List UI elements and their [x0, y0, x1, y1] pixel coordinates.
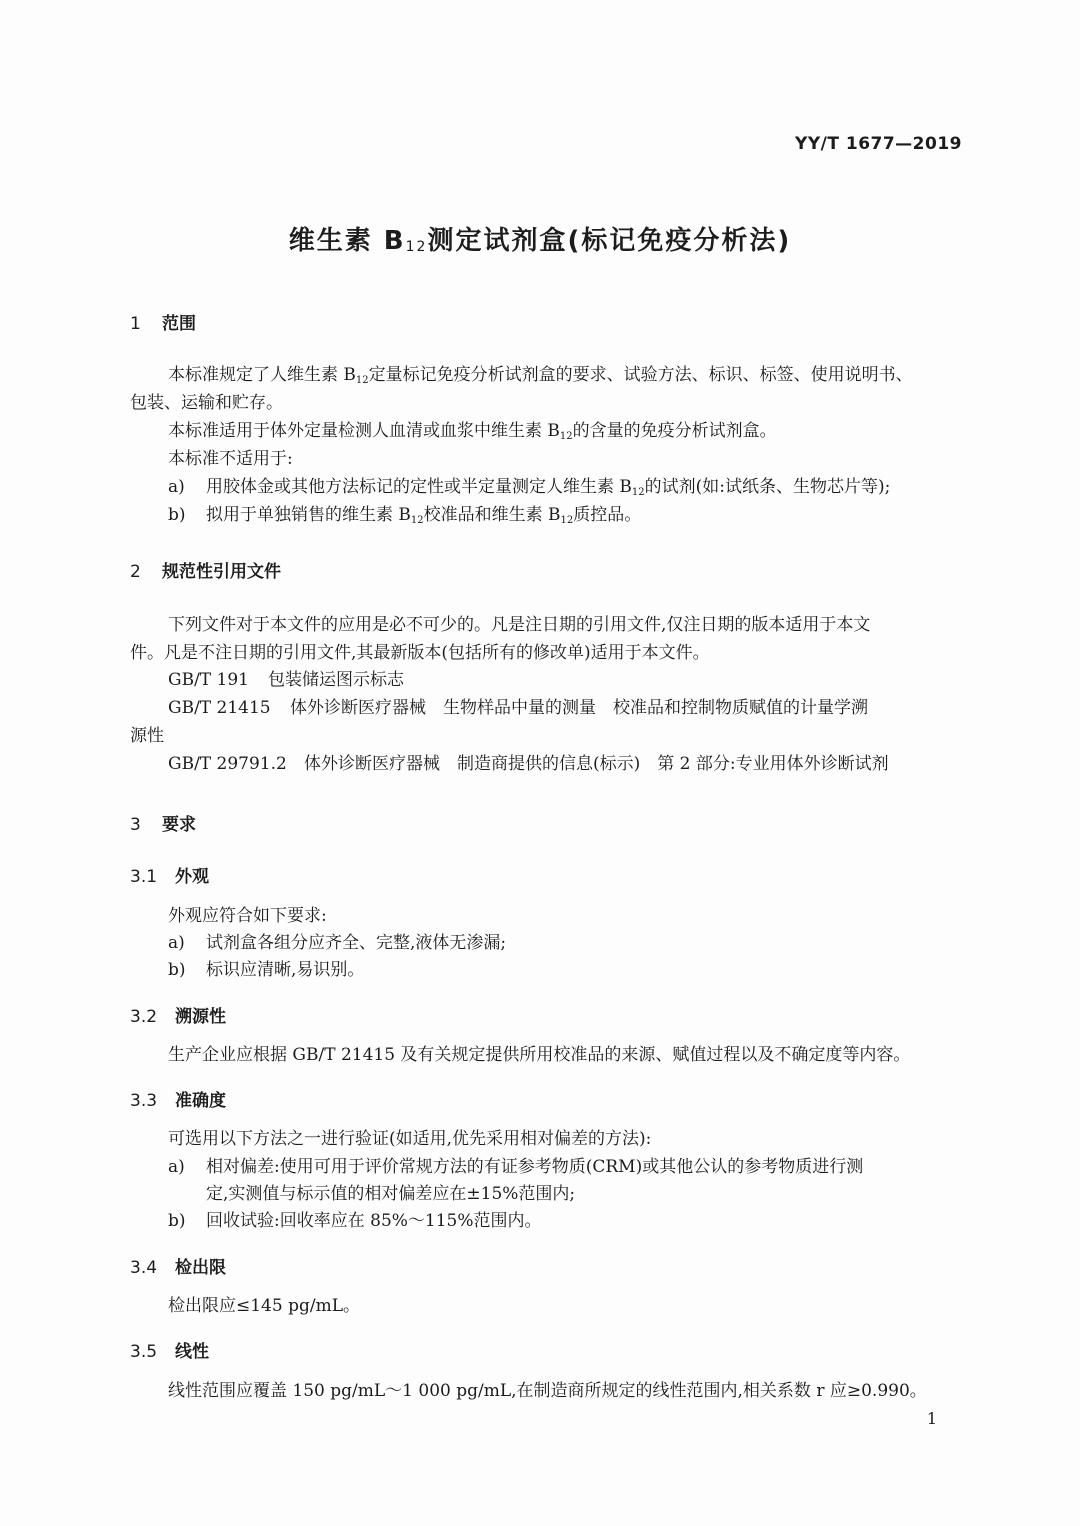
s31-list-item-b: [168, 957, 364, 984]
s1-paragraph-3: 本标准不适用于:: [168, 449, 293, 469]
s34-paragraph: 检出限应≤145 pg/mL。: [168, 1296, 360, 1316]
section-2-heading: [130, 557, 281, 582]
s2-paragraph-1-cont: 件。凡是不注日期的引用文件,其最新版本(包括所有的修改单)适用于本文件。: [130, 643, 710, 663]
reference-title: 体外诊断医疗器械 生物样品中量的测量 校准品和控制物质赋值的计量学溯: [290, 698, 868, 718]
reference-code: GB/T 21415: [168, 698, 271, 718]
text: 标识应清晰,易识别。: [206, 960, 365, 980]
text: 用胶体金或其他方法标记的定性或半定量测定人维生素 B: [206, 477, 632, 497]
section-number: 3.1: [130, 867, 158, 887]
section-title: 准确度: [175, 1091, 226, 1111]
s33-intro: 可选用以下方法之一进行验证(如适用,优先采用相对偏差的方法):: [168, 1129, 652, 1149]
section-number: 2: [130, 562, 141, 582]
s33-list-item-a: [168, 1154, 863, 1181]
section-number: 3.3: [130, 1091, 158, 1111]
s35-paragraph: 线性范围应覆盖 150 pg/mL～1 000 pg/mL,在制造商所规定的线性范围内,相关系数 r 应≥0.990。: [168, 1381, 927, 1401]
s33-list-item-a-cont: 定,实测值与标示值的相对偏差应在±15%范围内;: [206, 1184, 576, 1204]
text: 回收试验:回收率应在 85%～115%范围内。: [206, 1211, 542, 1231]
list-marker: a): [168, 933, 185, 953]
section-3-2-heading: [130, 1002, 226, 1027]
section-title: 外观: [175, 867, 209, 887]
list-marker: b): [168, 505, 186, 525]
text: 拟用于单独销售的维生素 B: [206, 505, 411, 525]
reference-title: 体外诊断医疗器械 制造商提供的信息(标示) 第 2 部分:专业用体外诊断试剂: [304, 754, 889, 774]
text: 相对偏差:使用可用于评价常规方法的有证参考物质(CRM)或其他公认的参考物质进行测: [206, 1157, 864, 1177]
standard-number: YY/T 1677—2019: [795, 134, 962, 154]
s32-paragraph: 生产企业应根据 GB/T 21415 及有关规定提供所用校准品的来源、赋值过程以及不确定度等内容。: [168, 1045, 911, 1065]
section-title: 要求: [162, 815, 196, 835]
list-marker: a): [168, 477, 185, 497]
reference-title: 包装储运图示标志: [268, 670, 404, 690]
section-1-heading: [130, 309, 196, 334]
s1-paragraph-1-cont: 包装、运输和贮存。: [130, 393, 283, 413]
section-number: 3.4: [130, 1258, 158, 1278]
reference-code: GB/T 29791.2: [168, 754, 287, 774]
text: 本标准规定了人维生素 B: [168, 365, 356, 385]
section-title: 溯源性: [175, 1007, 226, 1027]
reference-item: [168, 751, 889, 778]
section-title: 检出限: [175, 1258, 226, 1278]
section-3-3-heading: [130, 1086, 226, 1111]
section-3-4-heading: [130, 1253, 226, 1278]
text: 的试剂(如:试纸条、生物芯片等);: [644, 477, 891, 497]
section-number: 3.5: [130, 1342, 158, 1362]
section-number: 1: [130, 314, 141, 334]
section-title: 规范性引用文件: [162, 562, 281, 582]
title-subscript: 12: [405, 239, 428, 255]
reference-code: GB/T 191: [168, 670, 249, 690]
reference-title-cont: 源性: [130, 726, 164, 746]
reference-item: [168, 695, 868, 722]
section-3-5-heading: [130, 1337, 209, 1362]
section-title: 线性: [175, 1342, 209, 1362]
section-3-heading: [130, 810, 196, 835]
section-number: 3.2: [130, 1007, 158, 1027]
subscript: 12: [631, 487, 645, 498]
title-pre: 维生素 B: [288, 226, 406, 256]
document-title: [0, 220, 1080, 257]
s31-intro: 外观应符合如下要求:: [168, 906, 327, 926]
text: 的含量的免疫分析试剂盒。: [572, 421, 777, 441]
subscript: 12: [355, 375, 369, 386]
text: 校准品和维生素 B: [423, 505, 561, 525]
title-post: 测定试剂盒(标记免疫分析法): [427, 226, 792, 256]
section-title: 范围: [162, 314, 196, 334]
s33-list-item-b: [168, 1208, 542, 1235]
page-number: 1: [926, 1409, 937, 1428]
subscript: 12: [410, 515, 424, 526]
list-marker: b): [168, 1211, 186, 1231]
section-3-1-heading: [130, 862, 209, 887]
section-number: 3: [130, 815, 141, 835]
s2-paragraph-1: 下列文件对于本文件的应用是必不可少的。凡是注日期的引用文件,仅注日期的版本适用于本文: [168, 615, 871, 635]
s31-list-item-a: [168, 930, 506, 957]
s1-list-item-b: [168, 502, 641, 534]
text: 试剂盒各组分应齐全、完整,液体无渗漏;: [206, 933, 507, 953]
text: 定量标记免疫分析试剂盒的要求、试验方法、标识、标签、使用说明书、: [368, 365, 913, 385]
reference-item: [168, 667, 404, 694]
subscript: 12: [560, 515, 574, 526]
list-marker: b): [168, 960, 186, 980]
text: 本标准适用于体外定量检测人血清或血浆中维生素 B: [168, 421, 560, 441]
list-marker: a): [168, 1157, 185, 1177]
subscript: 12: [559, 431, 573, 442]
text: 质控品。: [573, 505, 642, 525]
